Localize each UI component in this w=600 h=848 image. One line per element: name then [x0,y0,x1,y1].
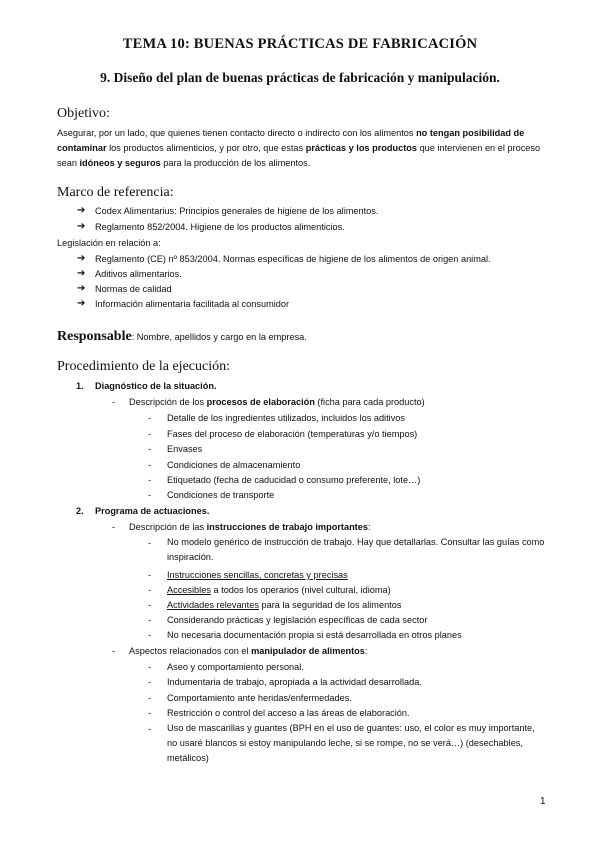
list-number: 1. [76,381,84,391]
list-item: Información alimentaria facilitada al consumidor [95,299,290,309]
arrow-icon: ➔ [77,205,86,216]
step-title: Diagnóstico de la situación. [95,381,217,391]
dash-bullet: - [148,724,152,734]
arrow-icon: ➔ [77,253,86,264]
list-item: Comportamiento ante heridas/enfermedades. [167,693,352,703]
step-description: Descripción de los procesos de elaboración (ficha para cada producto) [129,397,425,407]
dash-bullet: - [112,522,116,532]
dash-bullet: - [148,677,152,687]
dash-bullet: - [148,475,152,485]
list-item: Reglamento (CE) nº 853/2004. Normas específicas de higiene de los alimentos de origen animal. [95,254,491,264]
list-item: Etiquetado (fecha de caducidad o consumo preferente, lote…) [167,475,421,485]
page-number: 1 [540,796,546,807]
dash-bullet: - [148,460,152,470]
responsable: Responsable: Nombre, apellidos y cargo en la empresa. [57,329,307,344]
arrow-icon: ➔ [77,268,86,279]
list-item: Condiciones de transporte [167,490,275,500]
procedimiento-heading: Procedimiento de la ejecución: [57,359,230,374]
list-item: Fases del proceso de elaboración (temperaturas y/o tiempos) [167,429,418,439]
dash-bullet: - [148,413,152,423]
list-item: Detalle de los ingredientes utilizados, incluidos los aditivos [167,413,405,423]
list-number: 2. [76,506,84,516]
dash-bullet: - [148,630,152,640]
list-item: Restricción o control del acceso a las áreas de elaboración. [167,708,410,718]
page-title: TEMA 10: BUENAS PRÁCTICAS DE FABRICACIÓN [122,36,478,52]
dash-bullet: - [148,662,152,672]
list-item: Envases [167,444,203,454]
legislacion-label: Legislación en relación a: [57,238,161,248]
list-item: Considerando prácticas y legislación específicas de cada sector [167,615,428,625]
list-item: Instrucciones sencillas, concretas y precisas [167,570,348,580]
section-subtitle: 9. Diseño del plan de buenas prácticas de fabricación y manipulación. [100,70,500,85]
list-item: No modelo genérico de instrucción de trabajo. Hay que detallarlas. Consultar las guías como inspiración. [167,537,545,562]
marco-heading: Marco de referencia: [57,185,174,200]
dash-bullet: - [148,615,152,625]
dash-bullet: - [148,585,152,595]
list-item: Aseo y comportamiento personal. [167,662,304,672]
list-item: No necesaria documentación propia si está desarrollada en otros planes [167,630,462,640]
list-item: Reglamento 852/2004. Higiene de los productos alimenticios. [95,222,345,232]
dash-bullet: - [148,444,152,454]
arrow-icon: ➔ [77,283,86,294]
step-title: Programa de actuaciones. [95,506,210,516]
dash-bullet: - [112,646,116,656]
dash-bullet: - [148,429,152,439]
list-item: Accesibles a todos los operarios (nivel cultural, idioma) [167,585,391,595]
list-item: Aditivos alimentarios. [95,269,182,279]
step-description: Aspectos relacionados con el manipulador de alimentos: [129,646,368,656]
dash-bullet: - [148,538,152,548]
objetivo-text: Asegurar, por un lado, que quienes tienen contacto directo o indirecto con los alimentos no tengan posibilidad de contaminar los productos alimenticios, y por otro, que estas prácticas y los productos que intervienen en el proceso sean idóneos y seguros para la producción de los alimentos. [57,128,541,168]
step-description: Descripción de las instrucciones de trabajo importantes: [129,522,371,532]
dash-bullet: - [112,397,116,407]
arrow-icon: ➔ [77,221,86,232]
dash-bullet: - [148,570,152,580]
list-item: Normas de calidad [95,284,172,294]
dash-bullet: - [148,490,152,500]
objetivo-heading: Objetivo: [57,106,110,121]
dash-bullet: - [148,708,152,718]
list-item: Codex Alimentarius: Principios generales de higiene de los alimentos. [95,206,379,216]
dash-bullet: - [148,693,152,703]
arrow-icon: ➔ [77,298,86,309]
list-item: Condiciones de almacenamiento [167,460,301,470]
dash-bullet: - [148,600,152,610]
list-item: Indumentaria de trabajo, apropiada a la actividad desarrollada. [167,677,422,687]
list-item: Actividades relevantes para la seguridad de los alimentos [167,600,402,610]
list-item: Uso de mascarillas y guantes (BPH en el uso de guantes: uso, el color es muy importante, no usaré blancos si estoy manipulando leche, si se rompe, no se verá…) (desechables, metálicos) [167,723,535,763]
